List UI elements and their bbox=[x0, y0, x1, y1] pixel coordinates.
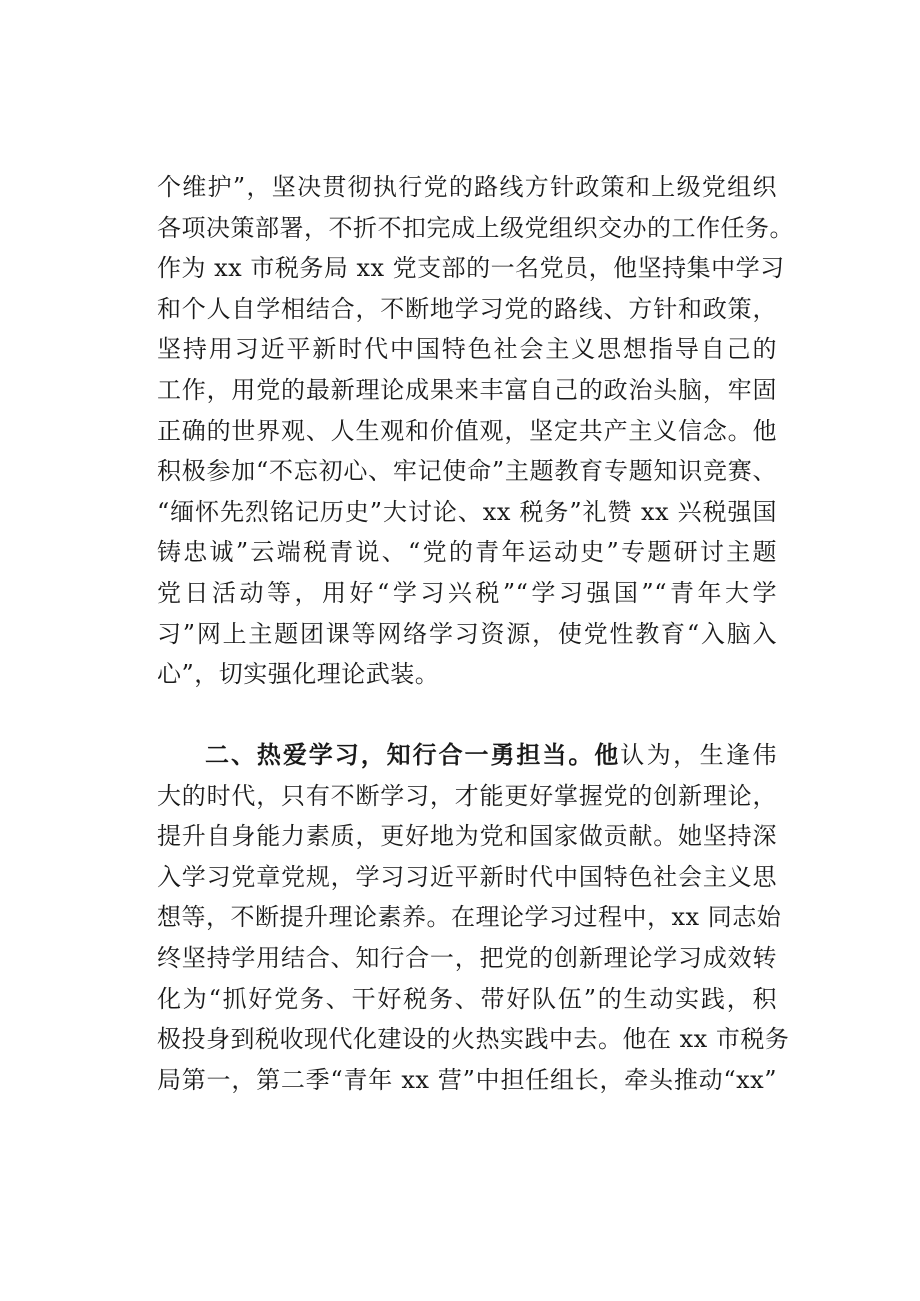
paragraph-line: “缅怀先烈铭记历史”大讨论、xx 税务”礼赞 xx 兴税强国 bbox=[157, 497, 777, 526]
paragraph-line: 提升自身能力素质，更好地为党和国家做贡献。她坚持深 bbox=[157, 822, 777, 851]
paragraph-line: 党日活动等，用好“学习兴税”“学习强国”“青年大学 bbox=[157, 578, 777, 607]
paragraph-line: 想等，不断提升理论素养。在理论学习过程中，xx 同志始 bbox=[157, 903, 782, 932]
paragraph-line: 入学习党章党规，学习习近平新时代中国特色社会主义思 bbox=[157, 862, 777, 891]
paragraph-line: 作为 xx 市税务局 xx 党支部的一名党员，他坚持集中学习 bbox=[157, 254, 785, 283]
paragraph-line: 极投身到税收现代化建设的火热实践中去。他在 xx 市税务 bbox=[157, 1025, 790, 1054]
paragraph-line: 和个人自学相结合，不断地学习党的路线、方针和政策， bbox=[157, 294, 777, 323]
paragraph-line: 坚持用习近平新时代中国特色社会主义思想指导自己的 bbox=[157, 335, 777, 364]
paragraph-line: 终坚持学用结合、知行合一，把党的创新理论学习成效转 bbox=[157, 943, 777, 972]
paragraph-first-line bbox=[157, 735, 777, 776]
paragraph-2 bbox=[157, 735, 790, 1100]
paragraph-line: 习”网上主题团课等网络学习资源，使党性教育“入脑入 bbox=[157, 619, 777, 648]
paragraph-line: 心”，切实强化理论武装。 bbox=[157, 660, 440, 689]
paragraph-first-line-text: 认为，生逢伟 bbox=[620, 741, 778, 769]
paragraph-line: 铸忠诚”云端税青说、“党的青年运动史”专题研讨主题 bbox=[157, 538, 777, 567]
paragraph-line: 化为“抓好党务、干好税务、带好队伍”的生动实践，积 bbox=[157, 984, 777, 1013]
paragraph-line: 积极参加“不忘初心、牢记使命”主题教育专题知识竞赛、 bbox=[157, 457, 777, 486]
paragraph-line: 大的时代，只有不断学习，才能更好掌握党的创新理论， bbox=[157, 781, 777, 810]
paragraph-line: 局第一，第二季“青年 xx 营”中担任组长，牵头推动“xx” bbox=[157, 1065, 777, 1094]
paragraph-line: 各项决策部署，不折不扣完成上级党组织交办的工作任务。 bbox=[157, 213, 794, 242]
paragraph-line: 工作，用党的最新理论成果来丰富自己的政治头脑，牢固 bbox=[157, 375, 777, 404]
paragraph-line: 个维护”，坚决贯彻执行党的路线方针政策和上级党组织 bbox=[157, 173, 777, 201]
section-heading: 二、热爱学习，知行合一勇担当。他 bbox=[205, 741, 621, 769]
paragraph-line: 正确的世界观、人生观和价值观，坚定共产主义信念。他 bbox=[157, 416, 777, 445]
paragraph-1 bbox=[157, 167, 794, 695]
